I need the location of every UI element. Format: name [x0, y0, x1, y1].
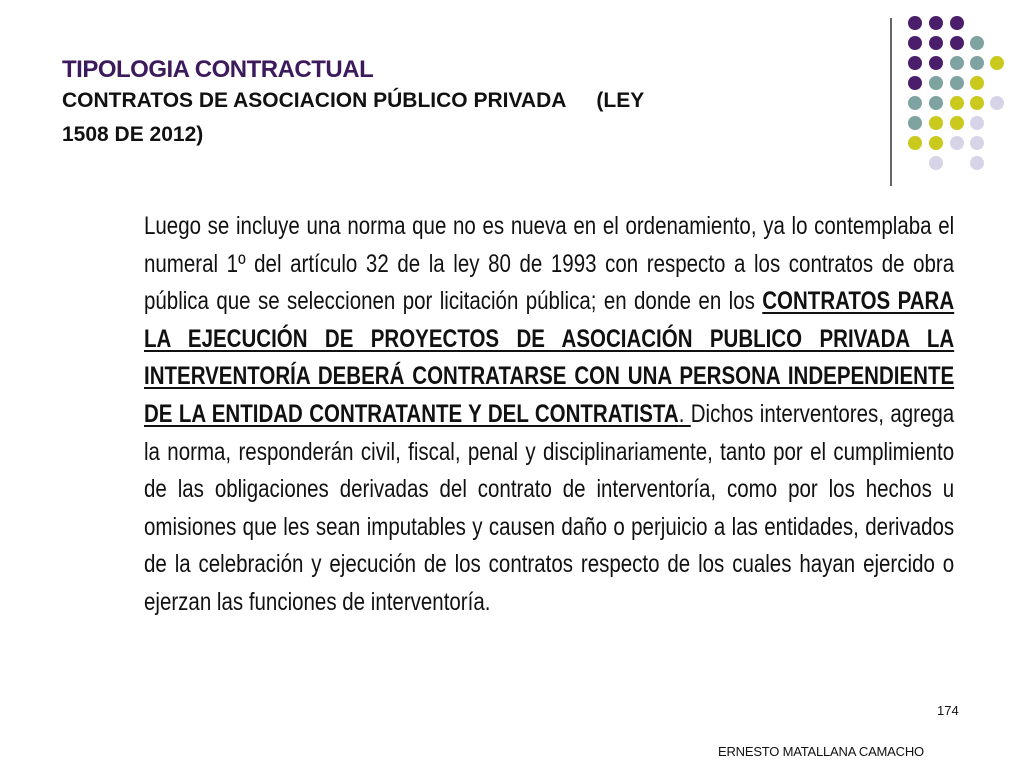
title-category: TIPOLOGIA CONTRACTUAL	[62, 56, 374, 83]
page-number: 174	[937, 703, 959, 718]
decorative-divider	[890, 18, 892, 186]
dot	[950, 136, 964, 150]
dot	[970, 136, 984, 150]
body-text-conclusion: Dichos interventores, agrega la norma, responderán civil, fiscal, penal y disciplinariamente, tanto por el cumplimiento de las obligaciones derivadas del contrato de interventoría, como por los hechos u omisiones que les sean imputables y causen daño o perjuicio a las entidades, derivados de la celebración y ejecución de los contratos respecto de los cuales hayan ejercido o ejerzan las funciones de interventoría.	[144, 399, 955, 616]
dot	[970, 36, 984, 50]
dot	[929, 16, 943, 30]
dot	[990, 56, 1004, 70]
dot	[970, 76, 984, 90]
dot	[908, 116, 922, 130]
dot	[908, 36, 922, 50]
body-text-intro: Luego se incluye una norma que no es nueva en el ordenamiento, ya lo contemplaba el numeral 1º del artículo 32 de la ley 80 de 1993 con respecto a los contratos de obra pública que se seleccionen por licitación pública; en donde en los	[144, 212, 955, 316]
body-text-emphasis: CONTRATOS PARA LA EJECUCIÓN DE PROYECTOS DE ASOCIACIÓN PUBLICO PRIVADA LA INTERVENTORÍA DEBERÁ CONTRATARSE CON UNA PERSONA INDEPENDIENTE DE LA ENTIDAD CONTRATANTE Y DEL CONTRATISTA	[144, 287, 955, 428]
dot	[990, 96, 1004, 110]
dot	[929, 116, 943, 130]
dot	[950, 16, 964, 30]
dot	[908, 16, 922, 30]
dot	[929, 136, 943, 150]
dot	[970, 156, 984, 170]
body-text-period: .	[678, 399, 691, 428]
dot	[929, 76, 943, 90]
slide-title	[62, 56, 862, 152]
dot	[929, 56, 943, 70]
title-main-part2: (LEY	[596, 89, 645, 112]
title-main-part1: CONTRATOS DE ASOCIACION PÚBLICO PRIVADA	[62, 89, 567, 112]
dot	[908, 96, 922, 110]
dot	[929, 36, 943, 50]
dot	[908, 136, 922, 150]
title-main-part3: 1508 DE 2012)	[62, 123, 204, 146]
dot	[970, 56, 984, 70]
dot	[908, 76, 922, 90]
dot	[970, 96, 984, 110]
dot	[950, 96, 964, 110]
slide-body-paragraph	[144, 208, 954, 622]
dot	[950, 36, 964, 50]
dot	[908, 56, 922, 70]
dot	[929, 96, 943, 110]
dot	[950, 56, 964, 70]
dot	[950, 116, 964, 130]
dot	[929, 156, 943, 170]
dot	[950, 76, 964, 90]
footer-author: ERNESTO MATALLANA CAMACHO	[718, 744, 924, 759]
dot	[970, 116, 984, 130]
title-main	[62, 84, 862, 152]
